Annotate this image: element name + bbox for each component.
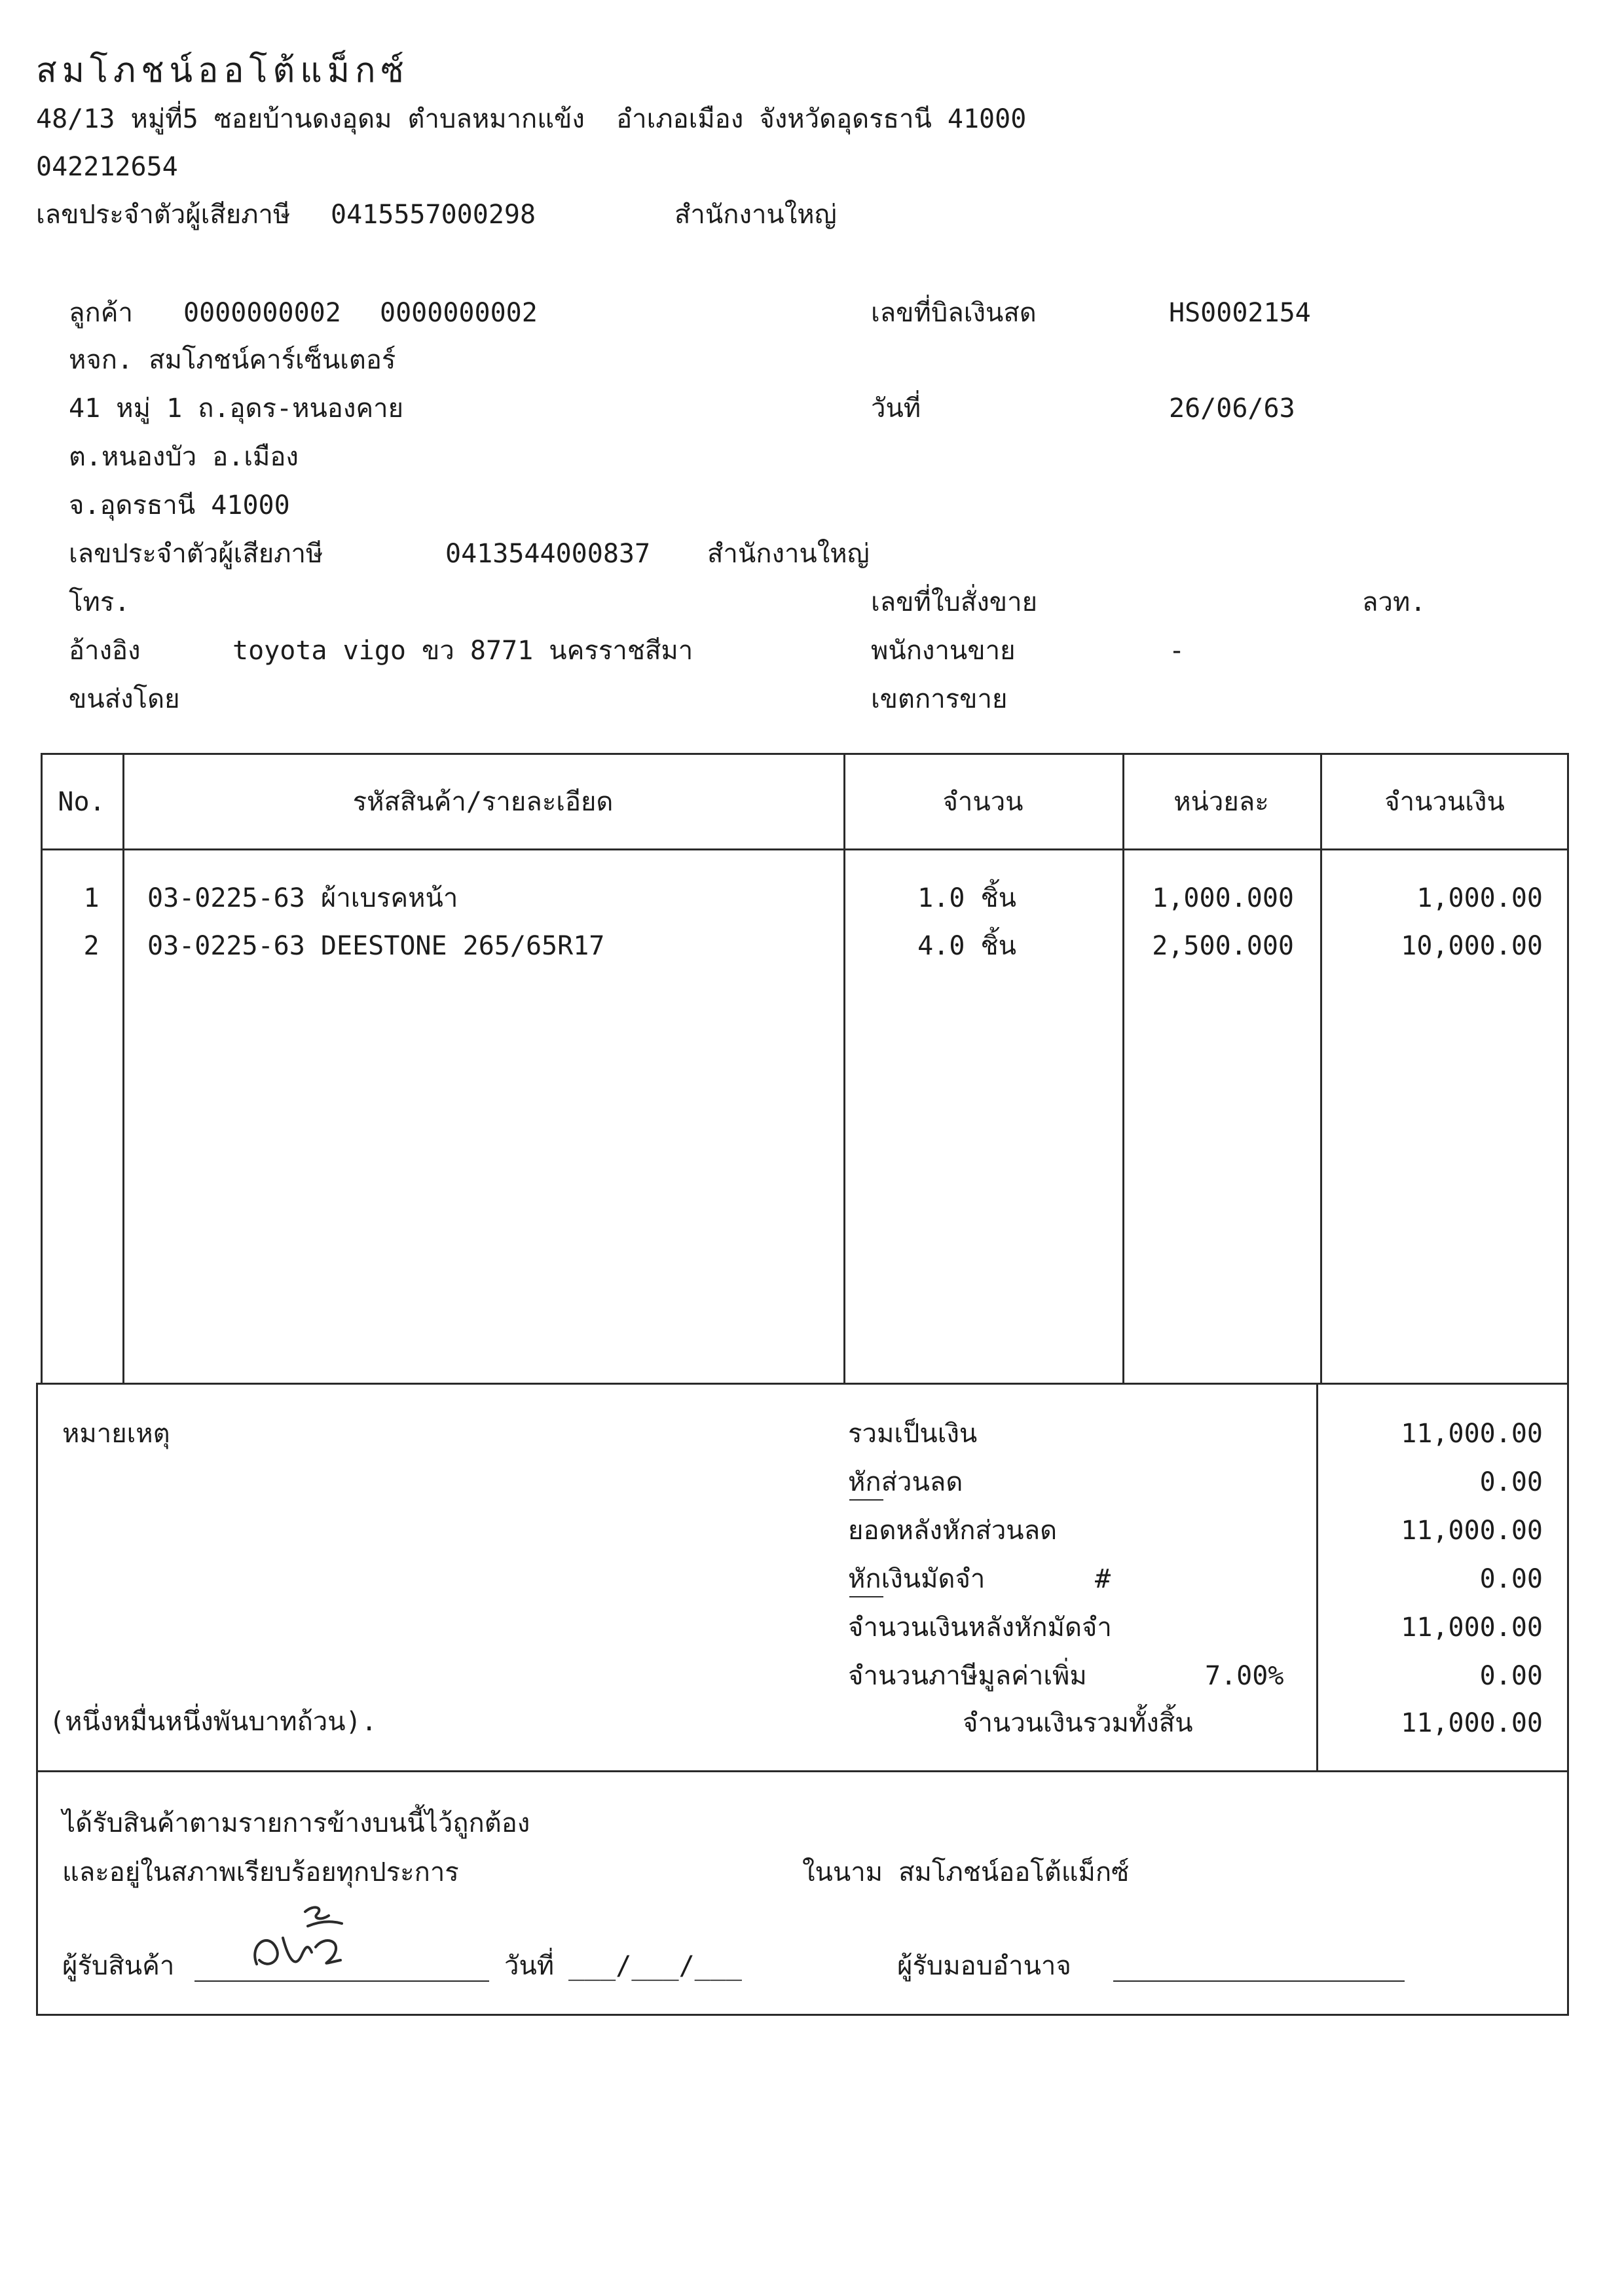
deposit-ref: # [1095,1564,1111,1594]
grand-total-value: 11,000.00 [1401,1708,1543,1738]
authorized-signature-line [1113,1980,1405,1982]
company-branch: สำนักงานใหญ่ [674,200,837,230]
after-discount-value: 11,000.00 [1401,1516,1543,1546]
header-description: รหัสสินค้า/รายละเอียด [352,787,614,817]
discount-label: หักส่วนลด [848,1467,963,1497]
receive-date-blank: ___/___/___ [568,1951,742,1981]
discount-underline [849,1499,883,1501]
row-1-unit-price: 1,000.000 [1152,883,1294,913]
salesperson-value: - [1169,636,1185,666]
customer-address-3: จ.อุดรธานี 41000 [69,490,290,520]
row-2-unit-price: 2,500.000 [1152,931,1294,961]
column-divider [1122,753,1124,1385]
after-discount-label: ยอดหลังหักส่วนลด [848,1516,1058,1546]
company-phone: 042212654 [36,152,178,182]
deposit-underline [849,1596,883,1597]
column-divider [843,753,845,1385]
invoice-date: 26/06/63 [1169,393,1295,424]
subtotal-value: 11,000.00 [1401,1419,1543,1449]
column-divider [1320,753,1322,1385]
bill-number-label: เลขที่บิลเงินสด [871,298,1037,328]
items-table [41,753,1569,1385]
summary-divider [1316,1383,1318,1772]
customer-address-2: ต.หนองบัว อ.เมือง [69,442,299,472]
reference-value: toyota vigo ขว 8771 นครราชสีมา [232,636,693,666]
receiver-label: ผู้รับสินค้า [62,1951,175,1981]
remark-label: หมายเหตุ [62,1419,170,1449]
row-1-amount: 1,000.00 [1416,883,1543,913]
customer-tax-id-label: เลขประจำตัวผู้เสียภาษี [69,539,323,569]
company-tax-id-label: เลขประจำตัวผู้เสียภาษี [36,200,291,230]
customer-tax-id: 0413544000837 [445,539,651,569]
customer-address-1: 41 หมู่ 1 ถ.อุดร-หนองคาย [69,393,404,424]
received-statement-2: และอยู่ในสภาพเรียบร้อยทุกประการ [62,1857,459,1887]
after-deposit-value: 11,000.00 [1401,1613,1543,1643]
row-2-no: 2 [83,931,100,961]
customer-code-2: 0000000002 [380,298,538,328]
vat-label: จำนวนภาษีมูลค่าเพิ่ม [848,1661,1087,1691]
deposit-label: หักเงินมัดจำ [848,1564,986,1594]
subtotal-label: รวมเป็นเงิน [848,1419,978,1449]
discount-value: 0.00 [1479,1467,1543,1497]
header-no: No. [58,787,105,817]
row-1-no: 1 [83,883,100,913]
customer-branch: สำนักงานใหญ่ [707,539,870,569]
invoice-date-label: วันที่ [871,393,921,424]
on-behalf-of: ในนาม สมโภชน์ออโต้แม็กซ์ [802,1857,1130,1887]
bill-number: HS0002154 [1169,298,1311,328]
row-1-description: 03-0225-63 ผ้าเบรคหน้า [147,883,458,913]
after-deposit-label: จำนวนเงินหลังหักมัดจำ [848,1613,1112,1643]
customer-phone-label: โทร. [69,587,130,617]
customer-name: หจก. สมโภชน์คาร์เซ็นเตอร์ [69,345,396,375]
amount-in-words: (หนึ่งหมื่นหนึ่งพันบาทถ้วน). [49,1707,377,1737]
column-divider [122,753,124,1385]
row-2-amount: 10,000.00 [1401,931,1543,961]
reference-label: อ้างอิง [69,636,141,666]
receiver-signature [242,1892,373,1977]
row-2-description: 03-0225-63 DEESTONE 265/65R17 [147,931,605,961]
vat-rate: 7.00% [1205,1661,1284,1691]
customer-label: ลูกค้า [69,298,133,328]
header-unit-price: หน่วยละ [1173,787,1269,817]
company-tax-id: 0415557000298 [331,200,536,230]
received-statement-1: ได้รับสินค้าตามรายการข้างบนนี้ไว้ถูกต้อง [62,1808,530,1838]
receive-date-label: วันที่ [504,1951,555,1981]
header-quantity: จำนวน [942,787,1024,817]
table-header-divider [41,848,1569,850]
row-2-quantity: 4.0 ชิ้น [917,931,1016,961]
company-name: สมโภชน์ออโต้แม็กซ์ [36,51,409,90]
grand-total-label: จำนวนเงินรวมทั้งสิ้น [963,1708,1193,1738]
customer-code-1: 0000000002 [183,298,341,328]
receiver-signature-line [194,1980,489,1982]
sales-area-label: เขตการขาย [871,684,1008,714]
sales-order-label: เลขที่ใบสั่งขาย [871,587,1038,617]
header-amount: จำนวนเงิน [1384,787,1505,817]
salesperson-label: พนักงานขาย [871,636,1016,666]
authorized-label: ผู้รับมอบอำนาจ [897,1951,1071,1981]
sales-order-value: ลวท. [1362,587,1426,617]
deposit-value: 0.00 [1479,1564,1543,1594]
shipping-label: ขนส่งโดย [69,684,180,714]
vat-value: 0.00 [1479,1661,1543,1691]
company-address: 48/13 หมู่ที่5 ซอยบ้านดงอุดม ตำบลหมากแข้ง อำเภอเมือง จังหวัดอุดรธานี 41000 [36,104,1027,134]
row-1-quantity: 1.0 ชิ้น [917,883,1016,913]
